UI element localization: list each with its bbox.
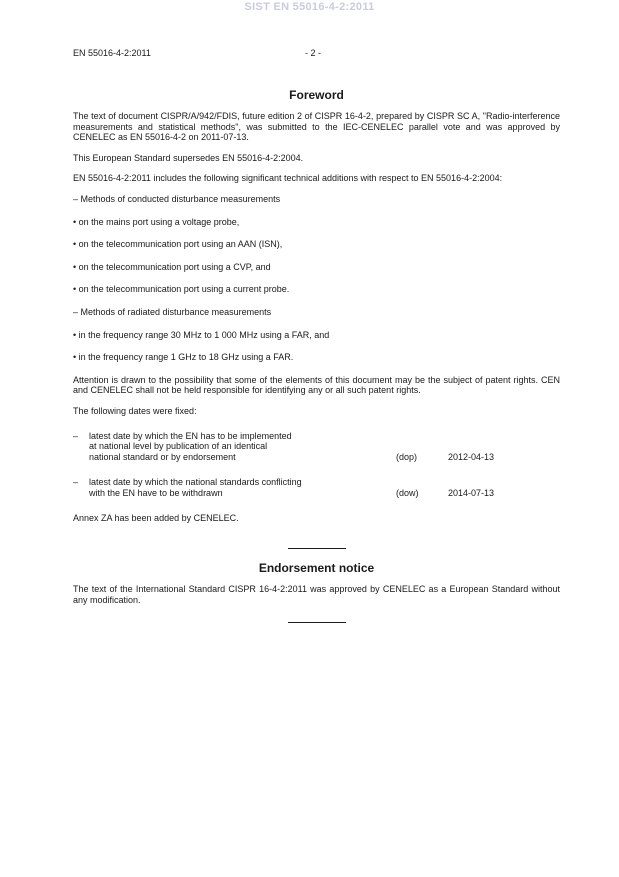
date-dash: – [73,477,79,488]
document-body [73,88,560,623]
date-value: 2014-07-13 [448,487,495,498]
foreword-paragraph-2: This European Standard supersedes EN 55016-4-2:2004. [73,152,304,163]
list-item: • in the frequency range 30 MHz to 1 000 MHz using a FAR, and [73,329,330,340]
endorsement-title: Endorsement notice [258,561,375,576]
date-description-line: latest date by which the national standards conflicting [89,477,302,488]
date-description-line: national standard or by endorsement [89,451,236,462]
additions-list [73,194,560,363]
list-item: • on the telecommunication port using a CVP, and [73,261,271,272]
section-divider [288,548,346,549]
header-page-number: - 2 - [305,48,322,58]
foreword-paragraph-6: Annex ZA has been added by CENELEC. [73,513,239,524]
date-description-line: latest date by which the EN has to be implemented [89,430,292,441]
foreword-paragraph-4: Attention is drawn to the possibility that some of the elements of this document may be the subject of patent rights. CEN and CENELEC shall not be held responsible for identifying any or all such patent rights. [73,374,560,396]
date-description [89,431,349,463]
list-item: • on the telecommunication port using a current probe. [73,284,290,295]
list-item: • in the frequency range 1 GHz to 18 GHz using a FAR. [73,352,294,363]
header-doc-id: EN 55016-4-2:2011 [73,48,151,58]
endorsement-paragraph: The text of the International Standard CISPR 16-4-2:2011 was approved by CENELEC as a European Standard without any modification. [73,584,560,605]
date-description [89,477,349,498]
foreword-paragraph-1: The text of document CISPR/A/942/FDIS, future edition 2 of CISPR 16-4-2, prepared by CISPR SC A, "Radio-interference measurements and statistical methods", was submitted to the IEC-CENELEC parallel vote and was approved by CENELEC as EN 55016-4-2 on 2011-07-13. [73,111,560,143]
date-description-line: with the EN have to be withdrawn [89,487,223,498]
date-dash: – [73,430,79,441]
date-description-line: at national level by publication of an identical [89,441,268,452]
list-item: • on the mains port using a voltage probe, [73,216,240,227]
list-item: • on the telecommunication port using an AAN (ISN), [73,239,283,250]
foreword-paragraph-3: EN 55016-4-2:2011 includes the following significant technical additions with respect to EN 55016-4-2:2004: [73,173,503,184]
list-item: – Methods of radiated disturbance measurements [73,306,272,317]
date-abbreviation: (dop) [396,451,418,462]
watermark: SIST EN 55016-4-2:2011 [244,1,375,13]
foreword-title: Foreword [289,88,344,102]
date-row-dow [73,477,560,498]
date-row-dop [73,431,560,463]
list-item: – Methods of conducted disturbance measurements [73,193,281,204]
date-value: 2012-04-13 [448,451,495,462]
foreword-paragraph-5: The following dates were fixed: [73,405,197,416]
date-abbreviation: (dow) [396,487,419,498]
end-divider [288,622,346,623]
